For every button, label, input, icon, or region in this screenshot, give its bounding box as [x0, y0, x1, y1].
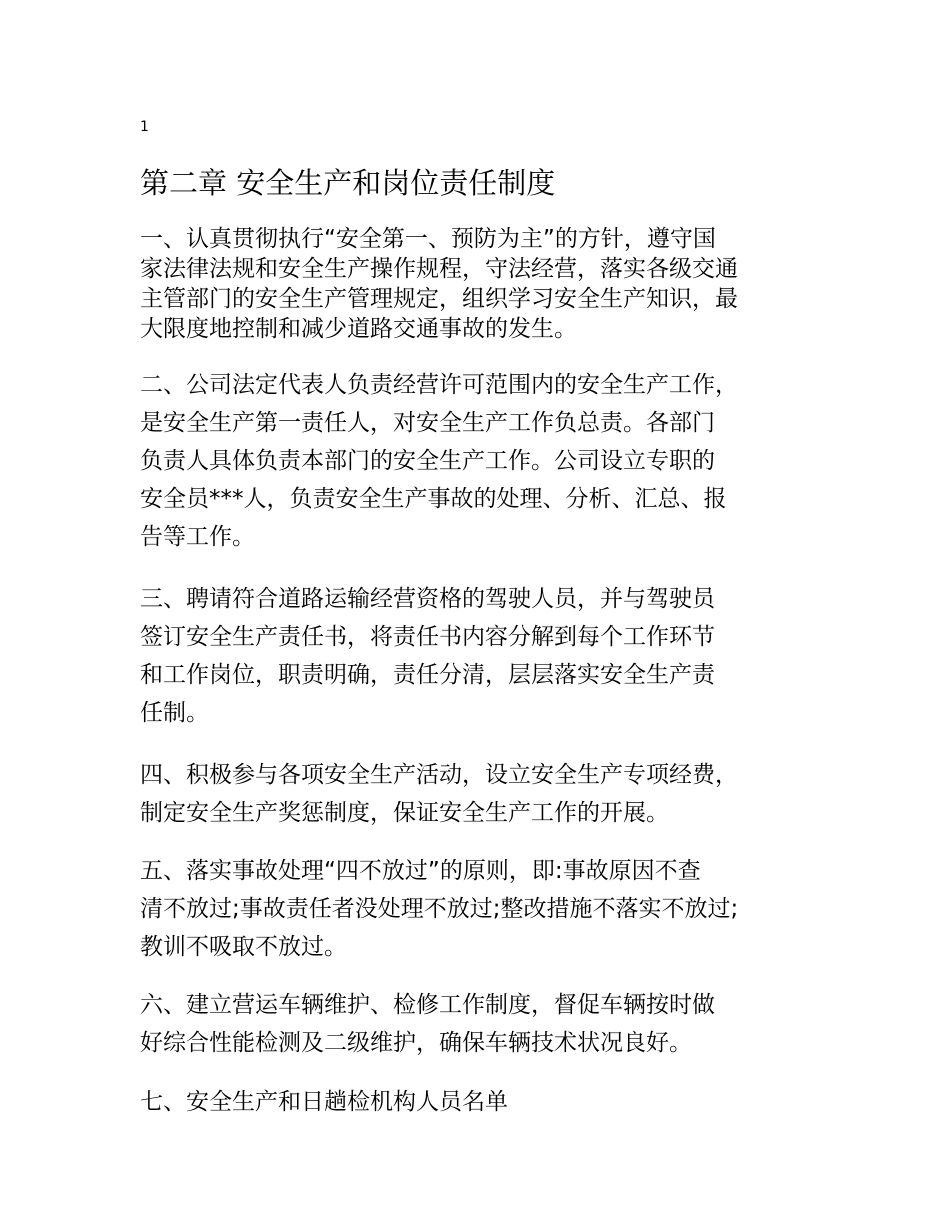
paragraph-line: 三、聘请符合道路运输经营资格的驾驶人员，并与驾驶员 — [140, 586, 715, 612]
paragraph-line: 任制。 — [140, 700, 209, 726]
paragraph-line: 签订安全生产责任书，将责任书内容分解到每个工作环节 — [140, 624, 715, 650]
paragraph-line: 一、认真贯彻执行“安全第一、预防为主”的方针，遵守国 — [140, 226, 716, 252]
paragraph-7 — [140, 1083, 820, 1121]
paragraph-1 — [140, 224, 820, 344]
paragraph-6 — [140, 986, 820, 1062]
paragraph-2 — [140, 366, 820, 556]
paragraph-5 — [140, 852, 820, 966]
chapter-title: 第二章 安全生产和岗位责任制度 — [140, 166, 556, 200]
paragraph-line: 教训不吸取不放过。 — [140, 934, 347, 960]
paragraph-3 — [140, 580, 820, 732]
paragraph-line: 清不放过;事故责任者没处理不放过;整改措施不落实不放过; — [140, 896, 739, 922]
paragraph-line: 主管部门的安全生产管理规定，组织学习安全生产知识，最 — [140, 286, 738, 312]
paragraph-line: 七、安全生产和日趟检机构人员名单 — [140, 1089, 508, 1115]
paragraph-line: 告等工作。 — [140, 524, 255, 550]
paragraph-line: 大限度地控制和减少道路交通事故的发生。 — [140, 316, 577, 342]
paragraph-line: 家法律法规和安全生产操作规程，守法经营，落实各级交通 — [140, 256, 738, 282]
paragraph-line: 制定安全生产奖惩制度，保证安全生产工作的开展。 — [140, 800, 669, 826]
paragraph-line: 六、建立营运车辆维护、检修工作制度，督促车辆按时做 — [140, 992, 715, 1018]
paragraph-line: 二、公司法定代表人负责经营许可范围内的安全生产工作， — [140, 372, 738, 398]
paragraph-4 — [140, 756, 820, 832]
paragraph-line: 负责人具体负责本部门的安全生产工作。公司设立专职的 — [140, 448, 715, 474]
paragraph-line: 是安全生产第一责任人，对安全生产工作负总责。各部门 — [140, 410, 715, 436]
paragraph-line: 和工作岗位，职责明确，责任分清，层层落实安全生产责 — [140, 662, 715, 688]
paragraph-line: 四、积极参与各项安全生产活动，设立安全生产专项经费， — [140, 762, 738, 788]
page-number: 1 — [140, 119, 149, 135]
paragraph-line: 五、落实事故处理“四不放过”的原则，即:事故原因不查 — [140, 858, 701, 884]
paragraph-line: 安全员***人，负责安全生产事故的处理、分析、汇总、报 — [140, 486, 727, 512]
paragraph-line: 好综合性能检测及二级维护，确保车辆技术状况良好。 — [140, 1030, 692, 1056]
